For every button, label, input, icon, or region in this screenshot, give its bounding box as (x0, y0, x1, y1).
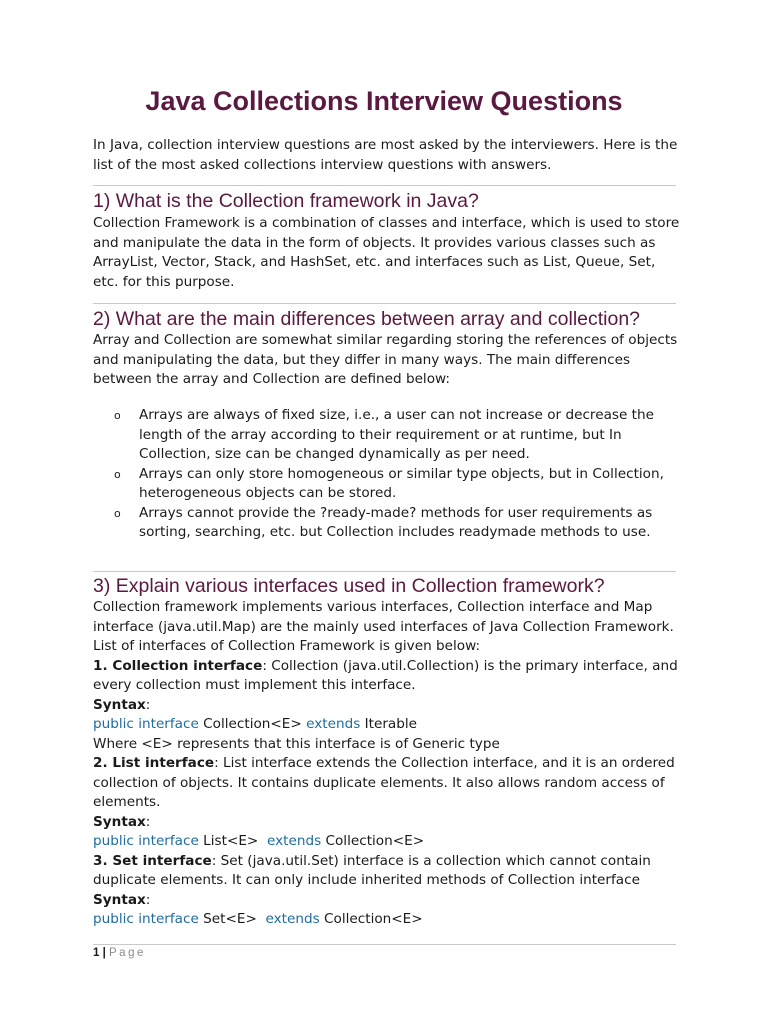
footer-divider (93, 944, 676, 945)
item-label: 2. List interface (93, 755, 215, 771)
code-keyword: public interface (93, 911, 199, 927)
item-text: : List interface extends the Collection interface, and it is an ordered collection of objects. It contains duplicate elements. It also allows random access of elements. (93, 755, 675, 810)
code-keyword: extends (306, 716, 361, 732)
q3-heading: 3) Explain various interfaces used in Collection framework? (93, 575, 605, 597)
section-divider (93, 185, 676, 186)
list-item (93, 406, 683, 465)
syntax-label: Syntax: (93, 696, 151, 713)
item-text: : Collection (java.util.Collection) is the primary interface, and every collection must implement this interface. (93, 657, 678, 693)
list-item-text: Arrays cannot provide the ?ready-made? methods for user requirements as sorting, searching, etc. but Collection includes readymade methods to use. (139, 504, 653, 540)
page-title: Java Collections Interview Questions (145, 86, 623, 116)
q1-body: Collection Framework is a combination of classes and interface, which is used to store and manipulate the data in the form of objects. It provides various classes such as ArrayList, Vector, Stack, and HashSet, etc. and interfaces such as List, Queue, Set, etc. for this purpose. (93, 215, 680, 290)
set-interface-item (93, 852, 683, 891)
item-text: : Set (java.util.Set) interface is a collection which cannot contain duplicate elements. It can only include inherited methods of Collection interface (93, 852, 651, 888)
q3-content (93, 598, 683, 930)
differences-list (93, 406, 683, 543)
note-text: Where <E> represents that this interface is of Generic type (93, 735, 500, 752)
bullet-marker: o (114, 409, 121, 422)
page-label: Page (109, 947, 146, 959)
item-label: 3. Set interface (93, 852, 212, 869)
code-text: List<E> (198, 833, 267, 849)
syntax-label: Syntax: (93, 891, 151, 908)
list-interface-item (93, 754, 683, 813)
code-text: Set<E> (198, 911, 266, 927)
intro-paragraph: In Java, collection interview questions are most asked by the interviewers. Here is the list of the most asked collections interview questions with answers. (93, 137, 678, 173)
q2-heading: 2) What are the main differences between array and collection? (93, 308, 641, 330)
footer-separator: | (99, 947, 110, 959)
page-number: 1 (93, 947, 100, 959)
list-item (93, 504, 683, 543)
list-item-text: Arrays can only store homogeneous or similar type objects, but in Collection, heterogeneous objects can be stored. (139, 465, 664, 501)
syntax-label: Syntax: (93, 813, 151, 830)
code-line (93, 715, 683, 735)
code-text: Collection<E> (321, 833, 425, 849)
code-text: Collection<E> (198, 716, 307, 732)
list-item-text: Arrays are always of fixed size, i.e., a user can not increase or decrease the length of the array according to their requirement or at runtime, but In Collection, size can be changed dynamically as per need. (139, 407, 654, 462)
code-line (93, 832, 683, 852)
bullet-marker: o (114, 467, 121, 481)
page-footer (93, 947, 146, 959)
section-divider (93, 571, 676, 572)
code-keyword: extends (265, 911, 320, 927)
q1-heading: 1) What is the Collection framework in Java? (93, 190, 479, 212)
item-label: 1. Collection interface (93, 657, 263, 674)
q3-body: Collection framework implements various interfaces, Collection interface and Map interface (java.util.Map) are the mainly used interfaces of Java Collection Framework. List of interfaces of Collection Framework is given below: (93, 599, 674, 654)
bullet-marker: o (114, 506, 121, 520)
code-text: Collection<E> (319, 911, 423, 927)
collection-interface-item (93, 657, 683, 696)
section-divider (93, 303, 676, 304)
list-item (93, 465, 683, 504)
code-line (93, 910, 683, 930)
code-keyword: extends (266, 833, 322, 849)
q2-body: Array and Collection are somewhat similar regarding storing the references of objects and manipulating the data, but they differ in many ways. The main differences between the array and Collection are defined below: (93, 332, 678, 387)
code-keyword: public interface (93, 833, 199, 849)
code-text: Iterable (360, 716, 418, 732)
code-keyword: public interface (93, 716, 199, 732)
